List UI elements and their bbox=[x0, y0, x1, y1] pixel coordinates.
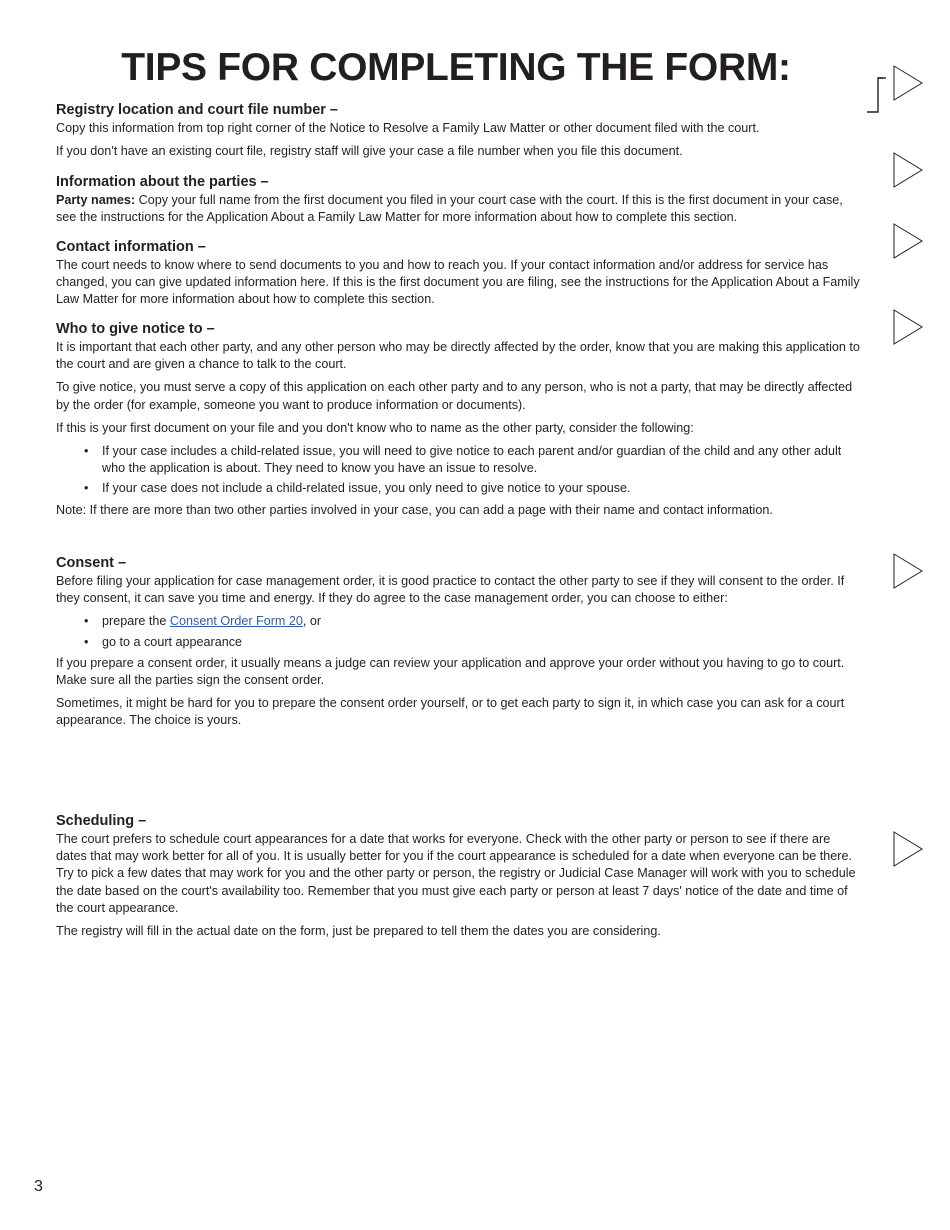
consent-heading: Consent – bbox=[56, 555, 127, 571]
scheduling-paragraph-2: The registry will fill in the actual date on the form, just be prepared to tell them the dates you are considering. bbox=[56, 924, 661, 939]
notice-paragraph-2: To give notice, you must serve a copy of this application on each other party and to any person, who is not a party, that may be directly affected by the order (for example, someone you want to produce information or documents). bbox=[56, 380, 853, 412]
page-title: TIPS FOR COMPLETING THE FORM: bbox=[121, 46, 791, 89]
page-number: 3 bbox=[34, 1178, 43, 1195]
arrow-pointer-icon bbox=[893, 553, 923, 589]
arrow-pointer-icon bbox=[893, 152, 923, 188]
parties-paragraph bbox=[56, 192, 862, 226]
registry-paragraph-2: If you don't have an existing court file, registry staff will give your case a file number when you file this document. bbox=[56, 144, 683, 159]
consent-paragraph-1: Before filing your application for case management order, it is good practice to contact the other party to see if they will consent to the order. If they consent, it can save you time and energy. If they do agree to the case management order, you can choose to either: bbox=[56, 574, 845, 606]
scheduling-section bbox=[56, 813, 862, 946]
contact-paragraph: The court needs to know where to send documents to you and how to reach you. If your contact information and/or address for service has changed, you can give updated information here. If this is the first document you are filing, see the instructions for the Application About a Family Law Matter for more information about how to complete this section. bbox=[56, 258, 860, 307]
notice-bullet-list bbox=[56, 443, 862, 498]
arrow-pointer-icon bbox=[893, 223, 923, 259]
list-item: • go to a court appearance bbox=[56, 634, 862, 651]
registry-paragraph-1: Copy this information from top right corner of the Notice to Resolve a Family Law Matter or other document filed with the court. bbox=[56, 121, 760, 135]
scheduling-heading: Scheduling – bbox=[56, 813, 147, 829]
arrow-pointer-icon bbox=[893, 65, 923, 101]
consent-paragraph-3: Sometimes, it might be hard for you to prepare the consent order yourself, or to get each party to sign it, in which case you can ask for a court appearance. The choice is yours. bbox=[56, 696, 845, 728]
corner-bracket-icon bbox=[866, 76, 886, 116]
consent-bullet-prefix: prepare the bbox=[102, 614, 170, 629]
registry-heading: Registry location and court file number – bbox=[56, 102, 338, 118]
list-item: • If your case does not include a child-related issue, you only need to give notice to your spouse. bbox=[56, 480, 862, 497]
parties-section bbox=[56, 174, 862, 232]
consent-section bbox=[56, 555, 862, 736]
consent-bullet-suffix: , or bbox=[302, 614, 322, 629]
arrow-pointer-icon bbox=[893, 831, 923, 867]
scheduling-paragraph-1: The court prefers to schedule court appearances for a date that works for everyone. Check with the other party or person to see if there are dates that may work better for all of you. It is usually better for you if the court appearance is scheduled for a date when everyone can be there. Try to pick a few dates that may work for you and the other party or person, the registry or Judicial Case Manager will work with you to schedule the date based on the court's availability too. Remember that you must give each party or person at least 7 days' notice of the date and time of the court appearance. bbox=[56, 832, 856, 915]
notice-section bbox=[56, 321, 862, 525]
consent-paragraph-2: If you prepare a consent order, it usually means a judge can review your application and approve your order without you having to go to court. Make sure all the parties sign the consent order. bbox=[56, 655, 845, 688]
consent-bullet-list bbox=[56, 613, 862, 650]
notice-heading: Who to give notice to – bbox=[56, 321, 215, 337]
registry-section bbox=[56, 102, 862, 166]
list-item bbox=[56, 613, 862, 630]
notice-paragraph-3: If this is your first document on your file and you don't know who to name as the other party, consider the following: bbox=[56, 420, 694, 435]
party-names-label: Party names: bbox=[56, 193, 136, 207]
contact-section bbox=[56, 239, 862, 315]
list-item: • If your case includes a child-related issue, you will need to give notice to each parent and/or guardian of the child and any other adult who the application is about. They need to know you have an issue to resolve. bbox=[56, 443, 862, 477]
contact-heading: Contact information – bbox=[56, 239, 206, 255]
notice-paragraph-1: It is important that each other party, and any other person who may be directly affected by the order, know that you are making this application to the court and are given a chance to talk to the court. bbox=[56, 340, 860, 372]
party-names-text: Copy your full name from the first document you filed in your court case with the court. If this is the first document in your case, see the instructions for the Application About a Family Law Matter for more information about how to complete this section. bbox=[56, 193, 843, 225]
parties-heading: Information about the parties – bbox=[56, 174, 269, 190]
notice-note: Note: If there are more than two other parties involved in your case, you can add a page with their name and contact information. bbox=[56, 502, 773, 517]
consent-order-form-link[interactable]: Consent Order Form 20 bbox=[169, 614, 303, 629]
arrow-pointer-icon bbox=[893, 309, 923, 345]
